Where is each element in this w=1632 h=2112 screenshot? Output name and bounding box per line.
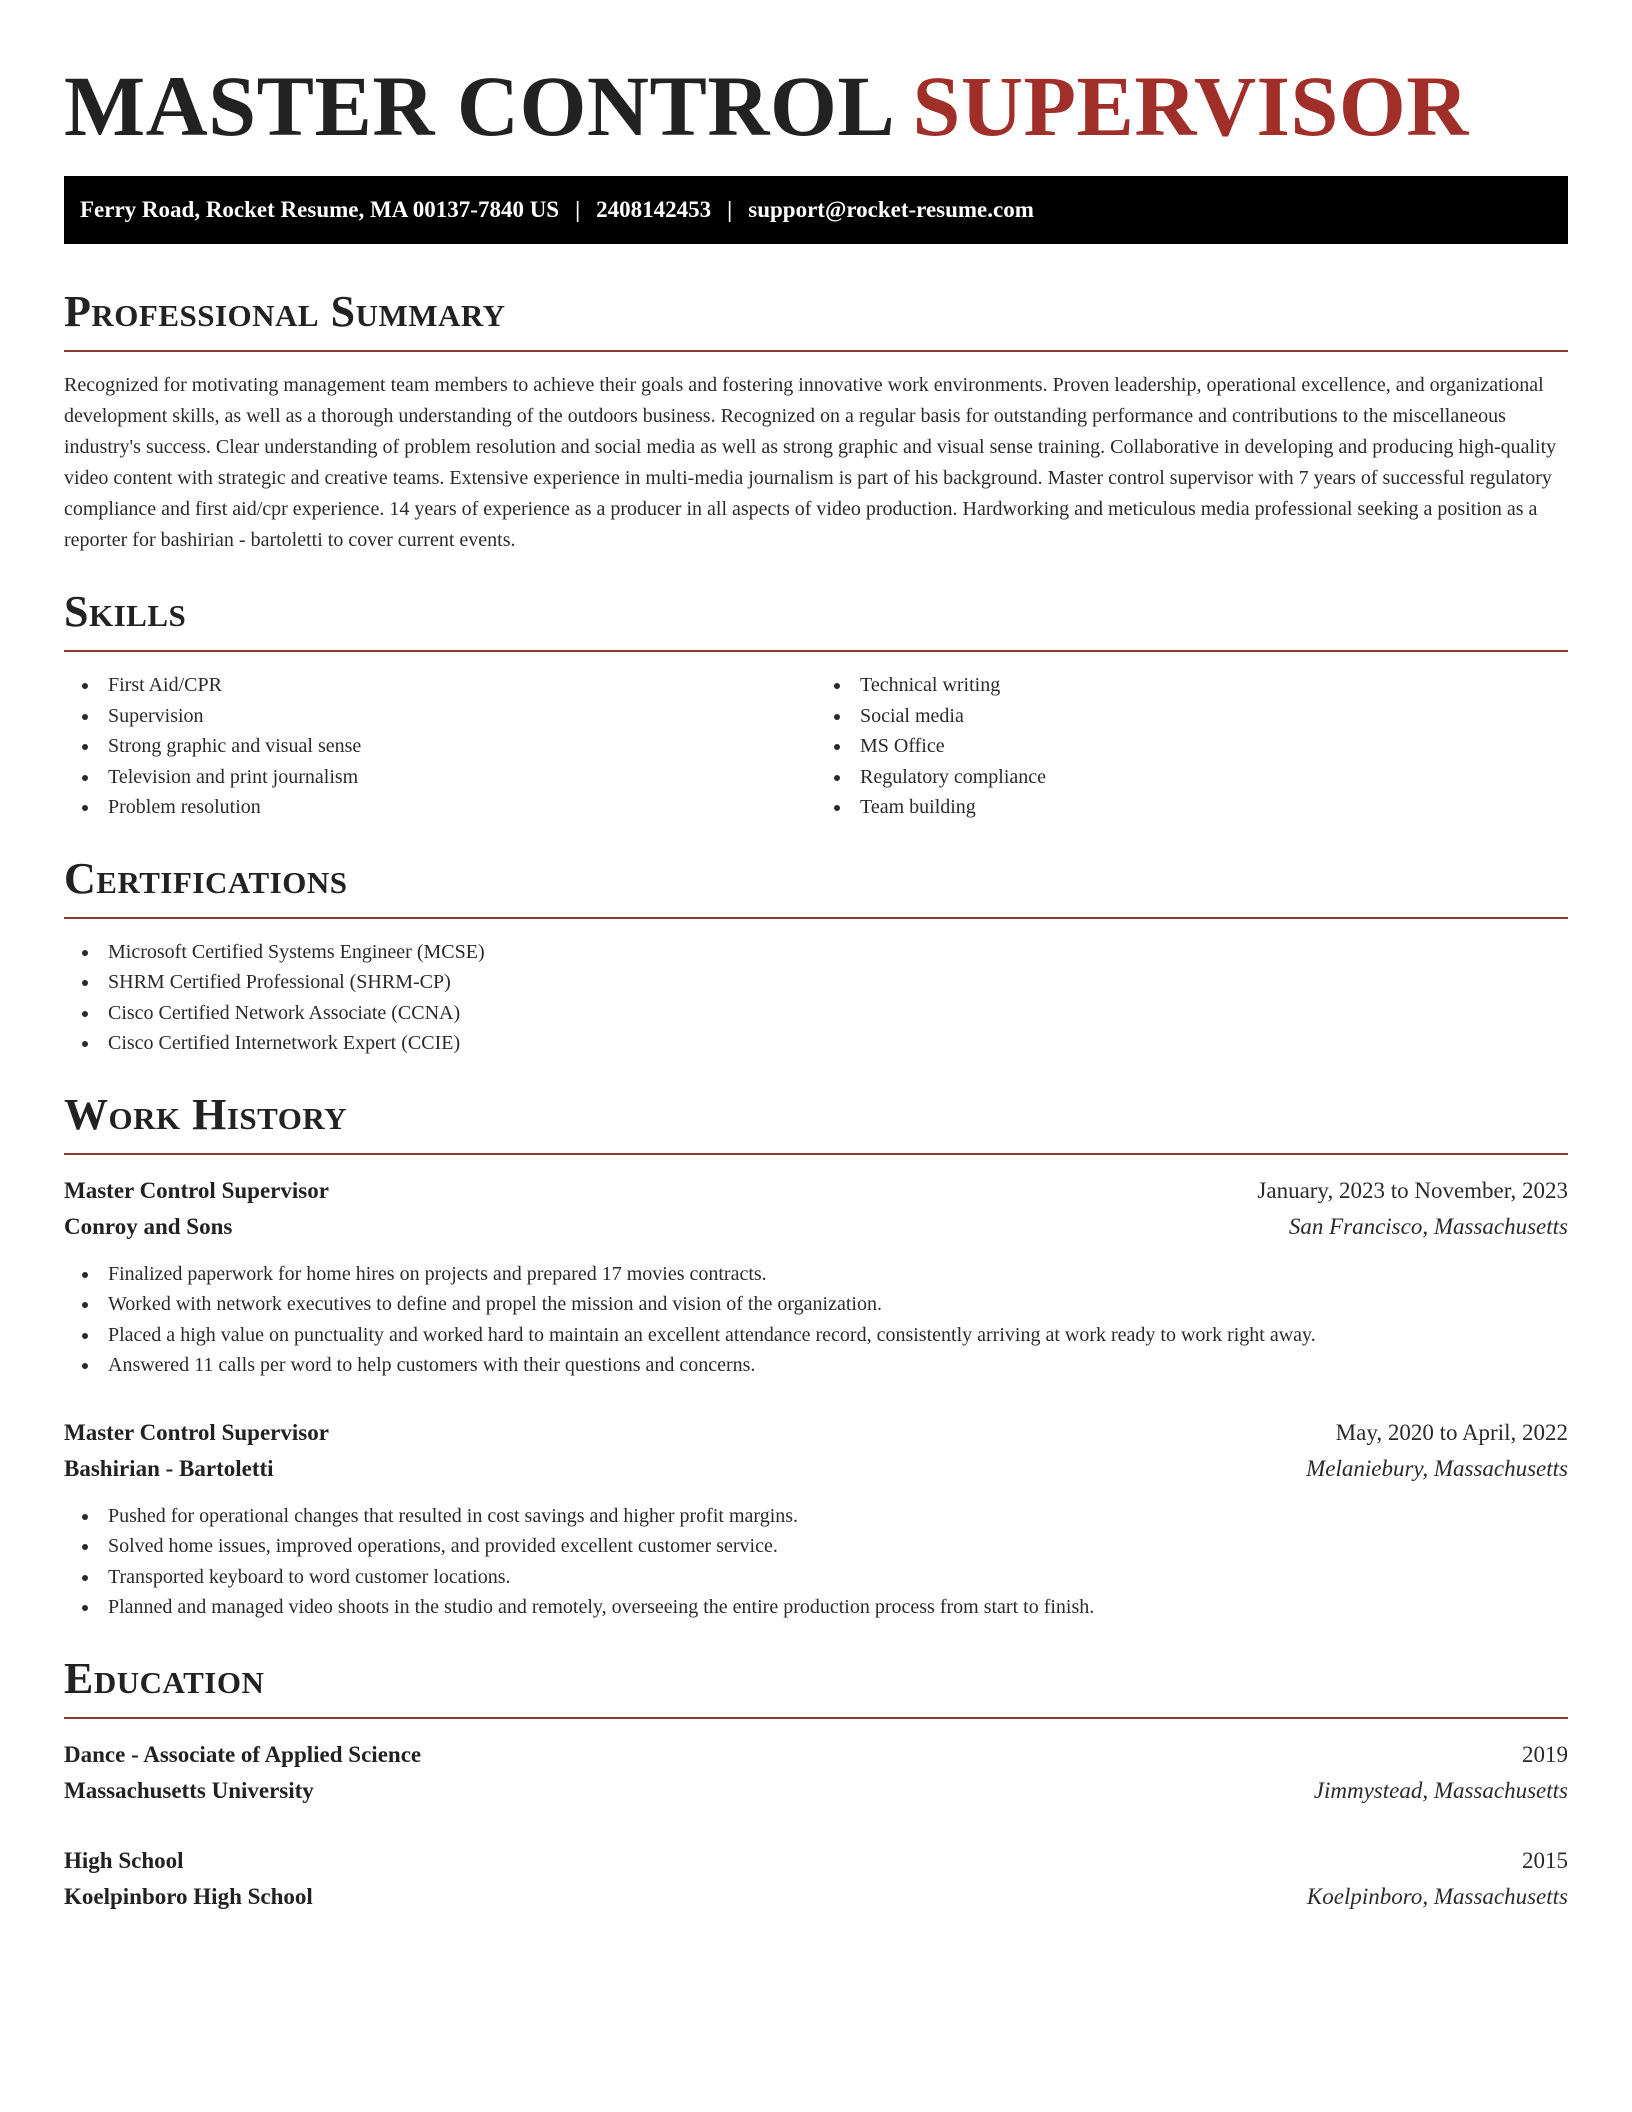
job-bullet: Answered 11 calls per word to help customers with their questions and concerns. bbox=[64, 1350, 1568, 1381]
job-dates: May, 2020 to April, 2022 bbox=[1335, 1419, 1568, 1445]
skill-item: MS Office bbox=[816, 731, 1568, 762]
skills-grid bbox=[64, 652, 1568, 823]
education-entry bbox=[64, 1737, 1568, 1809]
job-bullets bbox=[64, 1501, 1568, 1623]
job-location: Melaniebury, Massachusetts bbox=[1306, 1455, 1568, 1481]
summary-section bbox=[64, 286, 1568, 556]
job-title-row bbox=[64, 1415, 1568, 1451]
job-entry bbox=[64, 1173, 1568, 1381]
contact-email[interactable]: support@rocket-resume.com bbox=[748, 197, 1034, 222]
education-school: Koelpinboro High School bbox=[64, 1883, 313, 1909]
education-section bbox=[64, 1653, 1568, 1915]
contact-bar bbox=[64, 176, 1568, 244]
education-degree: High School bbox=[64, 1847, 184, 1873]
name-last: SUPERVISOR bbox=[912, 58, 1469, 154]
certification-item: Microsoft Certified Systems Engineer (MCSE) bbox=[64, 937, 1568, 968]
certifications-list bbox=[64, 937, 1568, 1059]
work-history-heading: Work History bbox=[64, 1089, 1568, 1155]
skill-item: Social media bbox=[816, 701, 1568, 732]
certification-item: SHRM Certified Professional (SHRM-CP) bbox=[64, 967, 1568, 998]
job-title: Master Control Supervisor bbox=[64, 1419, 329, 1445]
education-degree: Dance - Associate of Applied Science bbox=[64, 1741, 422, 1767]
education-degree-row bbox=[64, 1737, 1568, 1773]
job-company-row bbox=[64, 1451, 1568, 1487]
education-heading: Education bbox=[64, 1653, 1568, 1719]
skill-item: Team building bbox=[816, 792, 1568, 823]
education-year: 2015 bbox=[1522, 1847, 1568, 1873]
job-bullet: Worked with network executives to define and propel the mission and vision of the organization. bbox=[64, 1289, 1568, 1320]
job-company: Bashirian - Bartoletti bbox=[64, 1455, 274, 1481]
education-school: Massachusetts University bbox=[64, 1777, 314, 1803]
contact-separator: | bbox=[575, 197, 581, 222]
job-bullet: Placed a high value on punctuality and worked hard to maintain an excellent attendance record, consistently arriving at work ready to work right away. bbox=[64, 1320, 1568, 1351]
job-bullets bbox=[64, 1259, 1568, 1381]
job-company-row bbox=[64, 1209, 1568, 1245]
job-company: Conroy and Sons bbox=[64, 1213, 233, 1239]
certification-item: Cisco Certified Network Associate (CCNA) bbox=[64, 998, 1568, 1029]
job-title: Master Control Supervisor bbox=[64, 1177, 329, 1203]
job-bullet: Pushed for operational changes that resulted in cost savings and higher profit margins. bbox=[64, 1501, 1568, 1532]
skill-item: Technical writing bbox=[816, 670, 1568, 701]
skill-item: Television and print journalism bbox=[64, 762, 816, 793]
skills-list-left bbox=[64, 670, 816, 823]
job-bullet: Finalized paperwork for home hires on projects and prepared 17 movies contracts. bbox=[64, 1259, 1568, 1290]
skills-section bbox=[64, 586, 1568, 823]
job-dates: January, 2023 to November, 2023 bbox=[1257, 1177, 1568, 1203]
skill-item: Problem resolution bbox=[64, 792, 816, 823]
education-degree-row bbox=[64, 1843, 1568, 1879]
skill-item: Regulatory compliance bbox=[816, 762, 1568, 793]
resume-page bbox=[64, 0, 1568, 1915]
resume-name bbox=[64, 56, 1568, 156]
job-entry bbox=[64, 1415, 1568, 1623]
certifications-section bbox=[64, 853, 1568, 1059]
job-bullet: Solved home issues, improved operations, and provided excellent customer service. bbox=[64, 1531, 1568, 1562]
contact-address: Ferry Road, Rocket Resume, MA 00137-7840 US bbox=[80, 197, 560, 222]
contact-phone: 2408142453 bbox=[596, 197, 712, 222]
name-first: MASTER CONTROL bbox=[64, 58, 891, 154]
summary-text: Recognized for motivating management team members to achieve their goals and fostering innovative work environments. Proven leadership, operational excellence, and organizational development skills, as well as a thorough understanding of the outdoors business. Recognized on a regular basis for outstanding performance and contributions to the miscellaneous industry's success. Clear understanding of problem resolution and social media as well as strong graphic and visual sense training. Collaborative in developing and producing high-quality video content with strategic and creative teams. Extensive experience in multi-media journalism is part of his background. Master control supervisor with 7 years of successful regulatory compliance and first aid/cpr experience. 14 years of experience as a producer in all aspects of video production. Hardworking and meticulous media professional seeking a position as a reporter for bashirian - bartoletti to cover current events. bbox=[64, 374, 1557, 551]
certification-item: Cisco Certified Internetwork Expert (CCIE) bbox=[64, 1028, 1568, 1059]
skills-list-right bbox=[816, 670, 1568, 823]
skill-item: First Aid/CPR bbox=[64, 670, 816, 701]
job-bullet: Planned and managed video shoots in the studio and remotely, overseeing the entire production process from start to finish. bbox=[64, 1592, 1568, 1623]
skill-item: Supervision bbox=[64, 701, 816, 732]
education-school-row bbox=[64, 1773, 1568, 1809]
education-location: Koelpinboro, Massachusetts bbox=[1306, 1883, 1568, 1909]
education-school-row bbox=[64, 1879, 1568, 1915]
work-history-section bbox=[64, 1089, 1568, 1623]
education-entry bbox=[64, 1843, 1568, 1915]
certifications-heading: Certifications bbox=[64, 853, 1568, 919]
job-location: San Francisco, Massachusetts bbox=[1288, 1213, 1568, 1239]
job-bullet: Transported keyboard to word customer locations. bbox=[64, 1562, 1568, 1593]
skill-item: Strong graphic and visual sense bbox=[64, 731, 816, 762]
education-year: 2019 bbox=[1522, 1741, 1568, 1767]
education-location: Jimmystead, Massachusetts bbox=[1313, 1777, 1568, 1803]
job-title-row bbox=[64, 1173, 1568, 1209]
contact-separator: | bbox=[727, 197, 733, 222]
skills-heading: Skills bbox=[64, 586, 1568, 652]
summary-heading: Professional Summary bbox=[64, 286, 1568, 352]
